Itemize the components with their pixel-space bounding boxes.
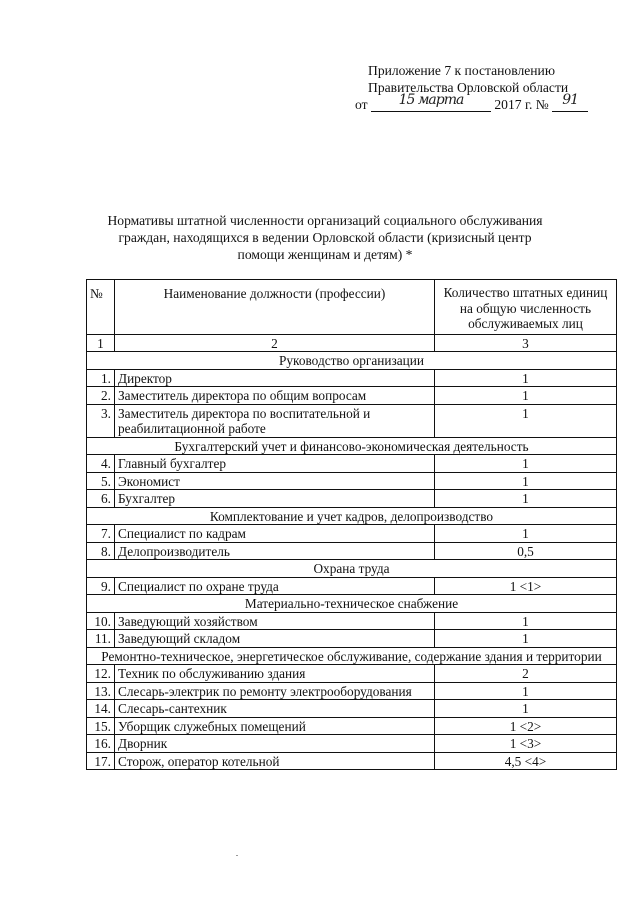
- table-row: [87, 490, 617, 508]
- table-row: [87, 612, 617, 630]
- table-row: [87, 525, 617, 543]
- position-name: Заведующий хозяйством: [115, 612, 435, 630]
- table-row: [87, 665, 617, 683]
- position-name: Заместитель директора по общим вопросам: [115, 387, 435, 405]
- date-prefix: от: [355, 97, 368, 112]
- staff-quantity: 1: [435, 490, 617, 508]
- section-title: Ремонтно-техническое, энергетическое обслуживание, содержание здания и территории: [87, 647, 617, 665]
- row-number: 15.: [87, 717, 115, 735]
- position-name: Сторож, оператор котельной: [115, 752, 435, 770]
- header-number: №: [87, 280, 115, 335]
- position-name: Заместитель директора по воспитательной и реабилитационной работе: [115, 404, 435, 437]
- year-text: 2017 г. №: [494, 97, 549, 112]
- section-header-row: [87, 595, 617, 613]
- table-row: [87, 577, 617, 595]
- staff-quantity: 1: [435, 455, 617, 473]
- section-title: Комплектование и учет кадров, делопроизводство: [87, 507, 617, 525]
- header-position: Наименование должности (профессии): [115, 280, 435, 335]
- column-number-3: 3: [435, 334, 617, 352]
- position-name: Специалист по охране труда: [115, 577, 435, 595]
- handwritten-number: 91: [552, 96, 588, 112]
- position-name: Уборщик служебных помещений: [115, 717, 435, 735]
- table-row: [87, 455, 617, 473]
- table-row: [87, 542, 617, 560]
- table-row: [87, 700, 617, 718]
- section-header-row: [87, 560, 617, 578]
- row-number: 3.: [87, 404, 115, 437]
- staff-quantity: 1: [435, 472, 617, 490]
- staff-quantity: 1 <2>: [435, 717, 617, 735]
- table-row: [87, 682, 617, 700]
- table-row: [87, 735, 617, 753]
- staff-quantity: 1: [435, 404, 617, 437]
- position-name: Техник по обслуживанию здания: [115, 665, 435, 683]
- staff-quantity: 2: [435, 665, 617, 683]
- row-number: 10.: [87, 612, 115, 630]
- section-header-row: [87, 352, 617, 370]
- row-number: 1.: [87, 369, 115, 387]
- header-quantity: Количество штатных единиц на общую численность обслуживаемых лиц: [435, 280, 617, 335]
- row-number: 13.: [87, 682, 115, 700]
- section-title: Материально-техническое снабжение: [87, 595, 617, 613]
- table-row: [87, 472, 617, 490]
- staff-quantity: 1: [435, 630, 617, 648]
- section-title: Руководство организации: [87, 352, 617, 370]
- handwritten-date: 15 марта: [371, 96, 491, 112]
- staff-quantity: 1: [435, 612, 617, 630]
- table-body: [87, 352, 617, 770]
- position-name: Директор: [115, 369, 435, 387]
- section-title: Охрана труда: [87, 560, 617, 578]
- row-number: 6.: [87, 490, 115, 508]
- position-name: Слесарь-сантехник: [115, 700, 435, 718]
- row-number: 2.: [87, 387, 115, 405]
- staff-quantity: 1: [435, 682, 617, 700]
- row-number: 12.: [87, 665, 115, 683]
- table-row: [87, 387, 617, 405]
- table-row: [87, 369, 617, 387]
- table-row: [87, 630, 617, 648]
- column-number-row: [87, 334, 617, 352]
- section-header-row: [87, 507, 617, 525]
- position-name: Слесарь-электрик по ремонту электрооборудования: [115, 682, 435, 700]
- table-row: [87, 404, 617, 437]
- position-name: Бухгалтер: [115, 490, 435, 508]
- table-header-row: [87, 280, 617, 335]
- row-number: 9.: [87, 577, 115, 595]
- row-number: 7.: [87, 525, 115, 543]
- row-number: 16.: [87, 735, 115, 753]
- row-number: 8.: [87, 542, 115, 560]
- column-number-1: 1: [87, 334, 115, 352]
- appendix-line-2: Правительства Орловской области: [368, 80, 569, 95]
- staff-quantity: 1 <1>: [435, 577, 617, 595]
- appendix-date-line: [355, 92, 605, 113]
- position-name: Дворник: [115, 735, 435, 753]
- position-name: Экономист: [115, 472, 435, 490]
- row-number: 14.: [87, 700, 115, 718]
- document-title: Нормативы штатной численности организаций социального обслуживания граждан, находящихся в ведении Орловской области (кризисный центр помощи женщинам и детям) *: [107, 213, 543, 262]
- appendix-line-1: Приложение 7 к постановлению: [368, 63, 555, 78]
- table-row: [87, 717, 617, 735]
- staff-quantity: 0,5: [435, 542, 617, 560]
- section-title: Бухгалтерский учет и финансово-экономическая деятельность: [87, 437, 617, 455]
- staff-quantity: 1: [435, 700, 617, 718]
- staff-quantity: 4,5 <4>: [435, 752, 617, 770]
- row-number: 4.: [87, 455, 115, 473]
- position-name: Делопроизводитель: [115, 542, 435, 560]
- staff-quantity: 1 <3>: [435, 735, 617, 753]
- column-number-2: 2: [115, 334, 435, 352]
- page-mark: [236, 855, 238, 856]
- row-number: 11.: [87, 630, 115, 648]
- section-header-row: [87, 437, 617, 455]
- staff-quantity: 1: [435, 525, 617, 543]
- section-header-row: [87, 647, 617, 665]
- appendix-block: [355, 62, 605, 113]
- position-name: Заведующий складом: [115, 630, 435, 648]
- row-number: 17.: [87, 752, 115, 770]
- staff-quantity: 1: [435, 387, 617, 405]
- position-name: Главный бухгалтер: [115, 455, 435, 473]
- staff-quantity: 1: [435, 369, 617, 387]
- row-number: 5.: [87, 472, 115, 490]
- position-name: Специалист по кадрам: [115, 525, 435, 543]
- table-row: [87, 752, 617, 770]
- staffing-table: [86, 279, 617, 770]
